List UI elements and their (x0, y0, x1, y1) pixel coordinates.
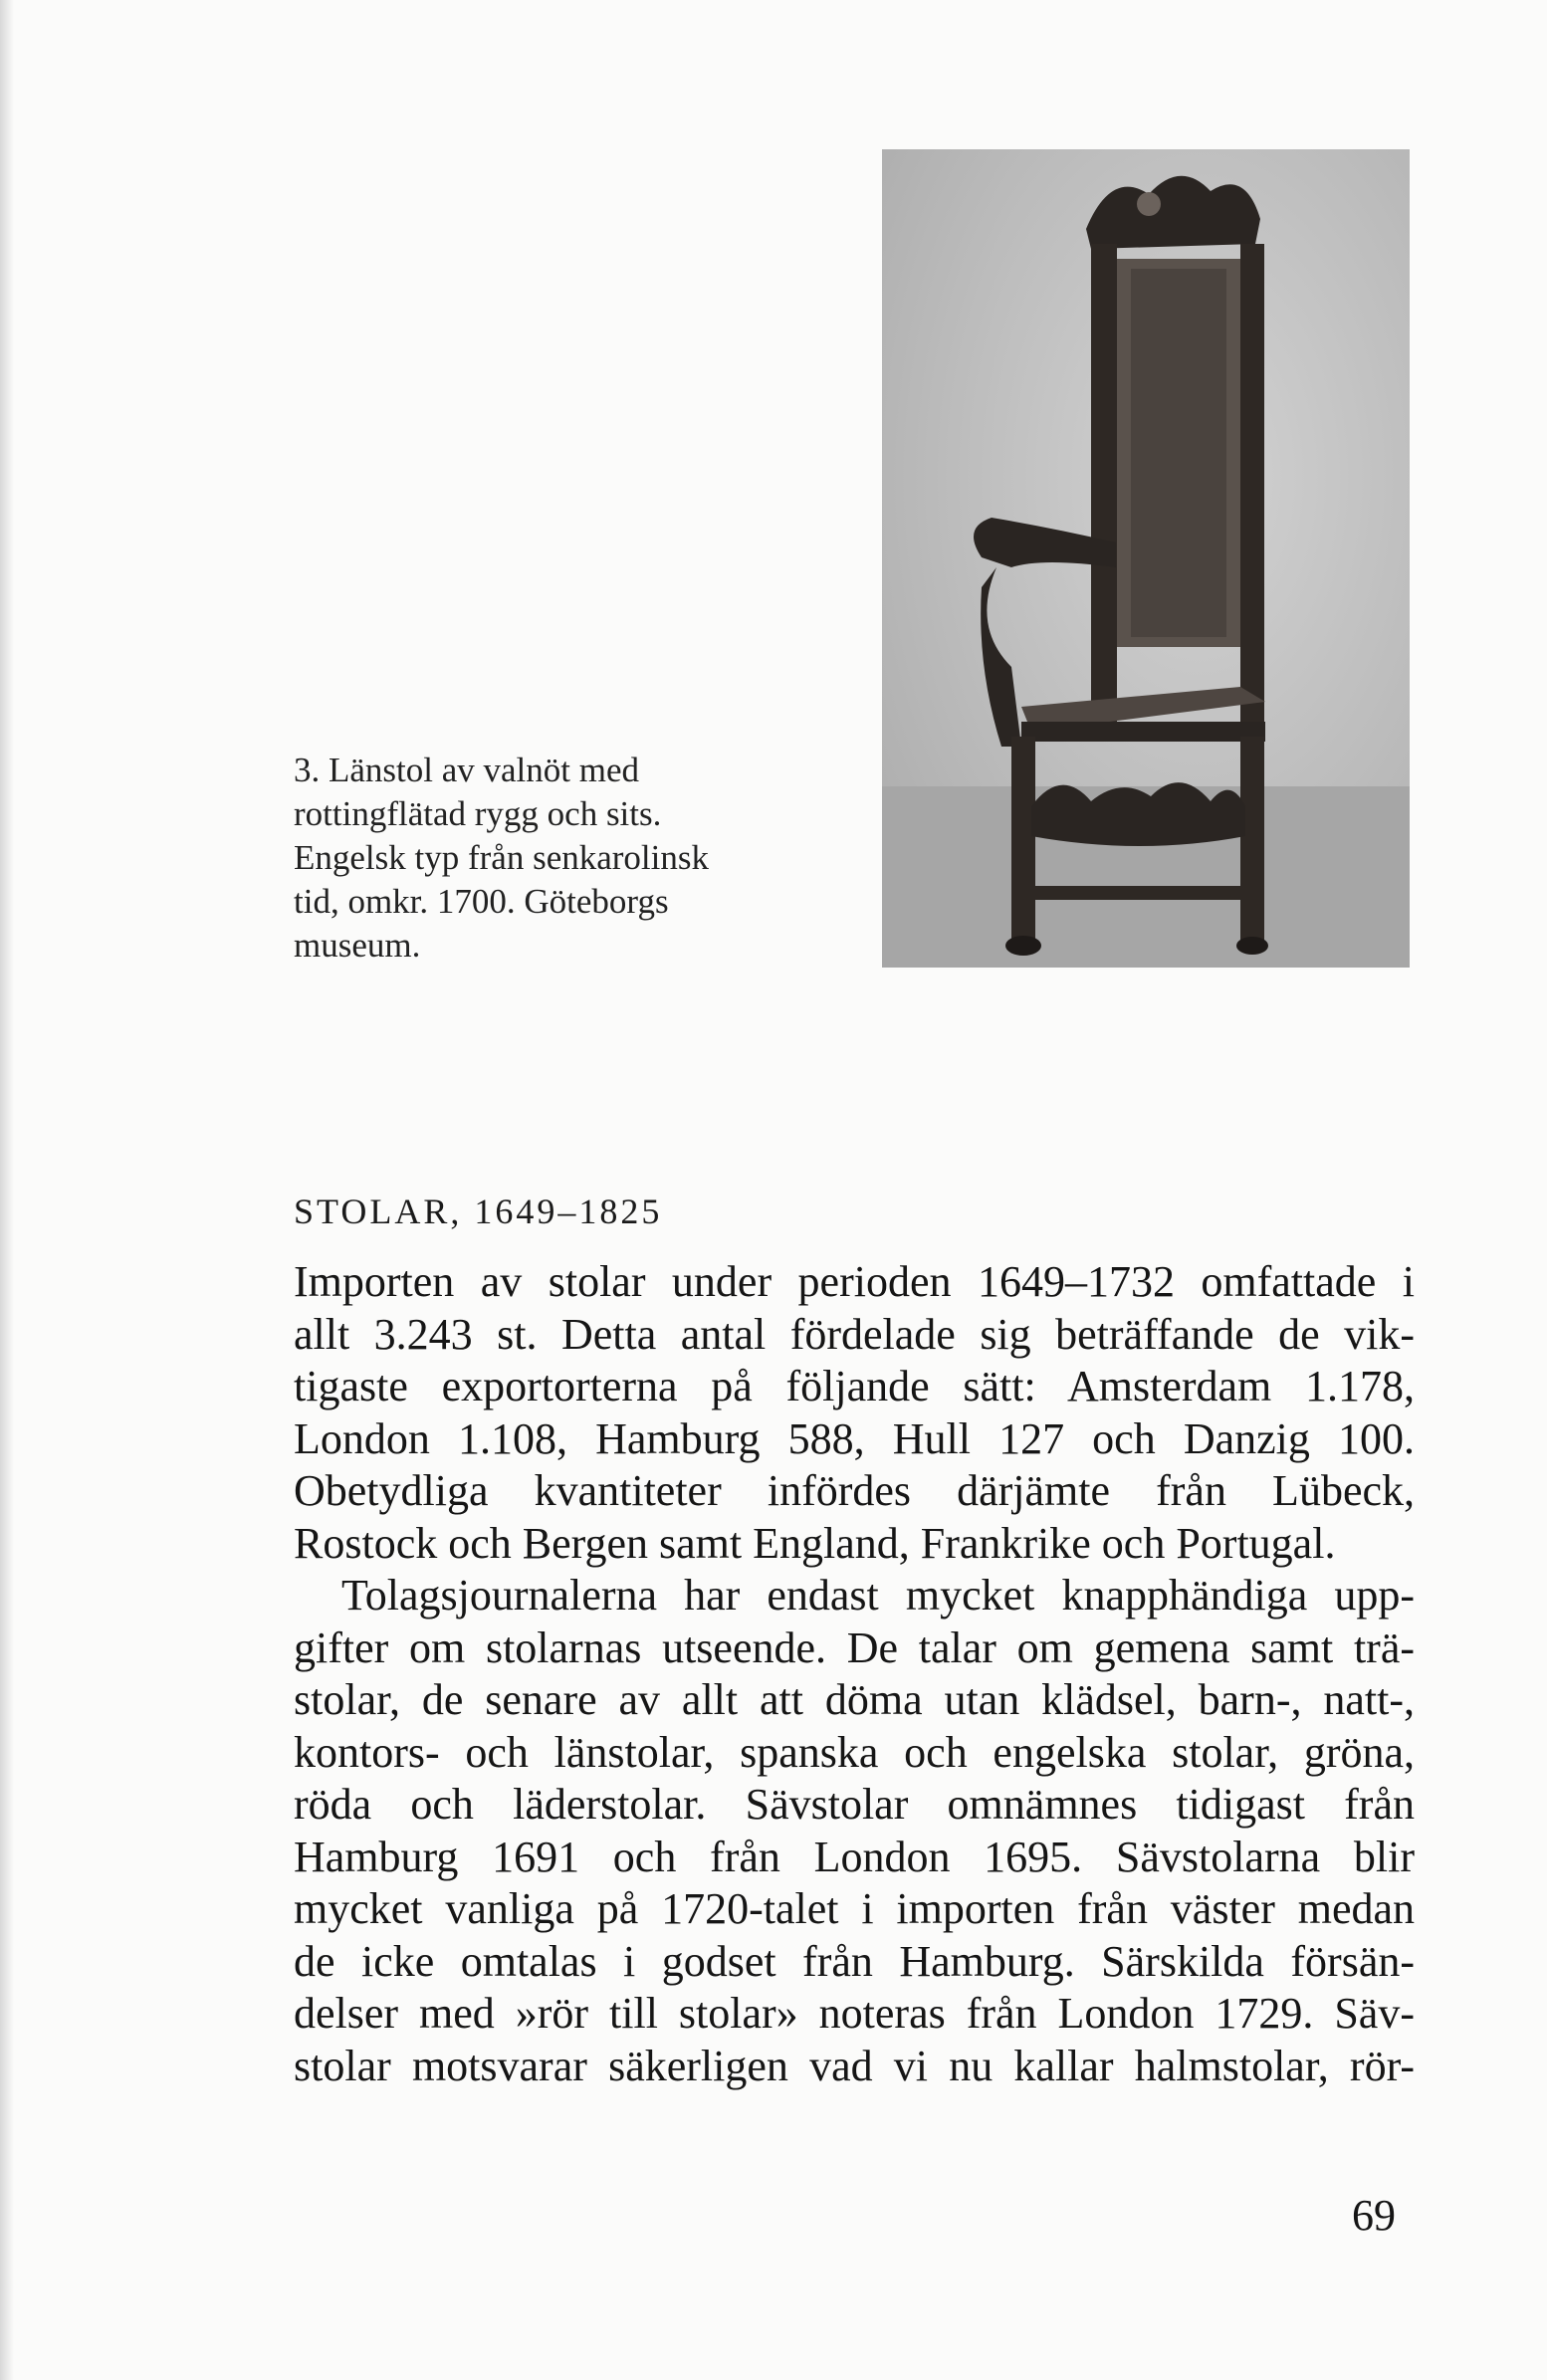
caption-line: rottingflätad rygg och sits. (294, 794, 662, 833)
text-line: Importen av stolar under perioden 1649–1732 omfattade i (294, 1257, 1415, 1306)
text-line: Obetydliga kvantiteter infördes därjämte från Lübeck, (294, 1466, 1415, 1515)
text-line: de icke omtalas i godset från Hamburg. Särskilda försän- (294, 1936, 1415, 1986)
text-line: gifter om stolarnas utseende. De talar om gemena samt trä- (294, 1623, 1415, 1672)
scan-edge-shadow (0, 0, 14, 2380)
page-number: 69 (1352, 2191, 1396, 2240)
caption-line: tid, omkr. 1700. Göteborgs (294, 882, 669, 921)
text-line: kontors- och länstolar, spanska och engelska stolar, gröna, (294, 1727, 1415, 1777)
text-line: Tolagsjournalerna har endast mycket knapphändiga upp- (341, 1571, 1415, 1620)
text-line: Rostock och Bergen samt England, Frankrike och Portugal. (294, 1518, 1336, 1568)
text-line: mycket vanliga på 1720-talet i importen från väster medan (294, 1884, 1415, 1933)
text-line: stolar, de senare av allt att döma utan klädsel, barn-, natt-, (294, 1675, 1415, 1724)
caption-line: Engelsk typ från senkarolinsk (294, 838, 709, 877)
text-line: allt 3.243 st. Detta antal fördelade sig beträffande de vik- (294, 1309, 1415, 1359)
text-line: delser med »rör till stolar» noteras från London 1729. Säv- (294, 1989, 1415, 2038)
chair-illustration (882, 149, 1410, 968)
caption-line: museum. (294, 926, 421, 965)
text-line: stolar motsvarar säkerligen vad vi nu kallar halmstolar, rör- (294, 2041, 1415, 2090)
text-line: London 1.108, Hamburg 588, Hull 127 och Danzig 100. (294, 1413, 1415, 1463)
text-line: tigaste exportorterna på följande sätt: Amsterdam 1.178, (294, 1362, 1415, 1410)
caption-line: 3. Länstol av valnöt med (294, 751, 640, 789)
text-line: Hamburg 1691 och från London 1695. Sävstolarna blir (294, 1832, 1415, 1881)
body-text (294, 1256, 1415, 2092)
section-heading: STOLAR, 1649–1825 (294, 1191, 663, 1231)
figure-caption (294, 749, 811, 968)
chair-photograph (882, 149, 1410, 968)
text-line: röda och läderstolar. Sävstolar omnämnes tidigast från (294, 1780, 1415, 1829)
